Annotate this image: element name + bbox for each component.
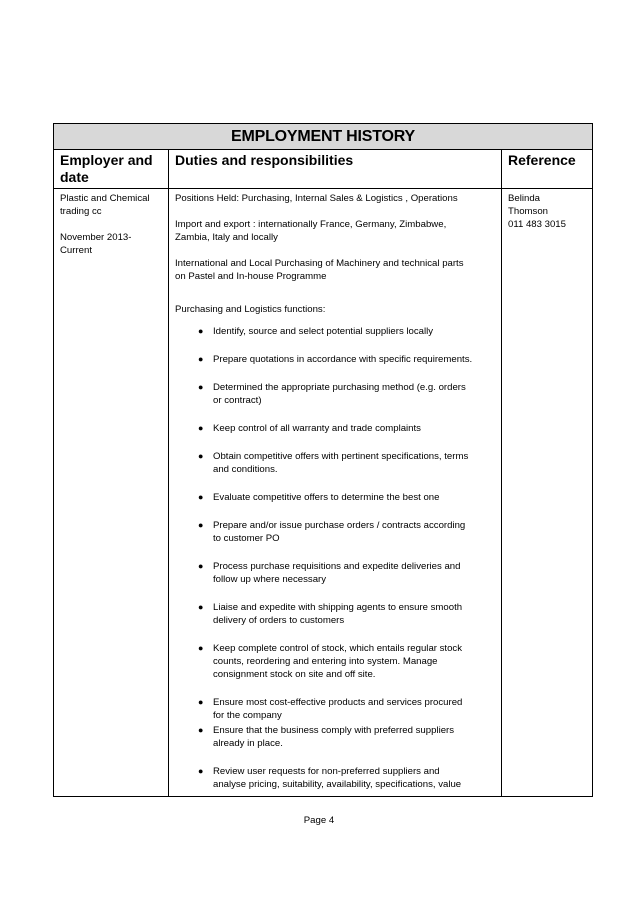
bullet-line: already in place.	[213, 738, 283, 749]
duty-bullet-item	[175, 724, 495, 750]
bullet-line: counts, reordering and entering into system. Manage	[213, 656, 438, 667]
table-title-cell	[54, 124, 593, 150]
import-export-line: Import and export : internationally France, Germany, Zimbabwe,	[175, 219, 447, 230]
reference-name-line: Belinda	[508, 193, 541, 204]
duties-bullet-list	[175, 325, 495, 791]
international-purchasing-line: International and Local Purchasing of Machinery and technical parts	[175, 258, 464, 269]
page-number: Page 4	[303, 815, 335, 826]
bullet-line: Keep complete control of stock, which entails regular stock	[213, 643, 463, 654]
duty-bullet-item	[175, 519, 495, 545]
employment-date-line: Current	[60, 245, 92, 256]
header-duties: Duties and responsibilities	[169, 150, 502, 189]
employment-history-table	[53, 123, 593, 797]
bullet-line: Ensure most cost-effective products and services procured	[213, 697, 463, 708]
bullet-line: Process purchase requisitions and expedite deliveries and	[213, 561, 461, 572]
bullet-line: follow up where necessary	[213, 574, 327, 585]
bullet-line: Keep control of all warranty and trade complaints	[213, 423, 421, 434]
duty-bullet-item	[175, 601, 495, 627]
bullet-icon: ●	[198, 520, 204, 530]
table-title: EMPLOYMENT HISTORY	[231, 128, 415, 145]
bullet-line: Prepare quotations in accordance with specific requirements.	[213, 354, 473, 365]
bullet-icon: ●	[198, 354, 204, 364]
employment-date-line: November 2013-	[60, 232, 132, 243]
bullet-icon: ●	[198, 382, 204, 392]
bullet-icon: ●	[198, 602, 204, 612]
bullet-line: Obtain competitive offers with pertinent specifications, terms	[213, 451, 469, 462]
bullet-icon: ●	[198, 423, 204, 433]
bullet-line: Liaise and expedite with shipping agents to ensure smooth	[213, 602, 463, 613]
bullet-line: consignment stock on site and off site.	[213, 669, 376, 680]
duty-bullet-item	[175, 642, 495, 681]
bullet-line: Review user requests for non-preferred suppliers and	[213, 766, 440, 777]
international-purchasing-line: on Pastel and In-house Programme	[175, 271, 327, 282]
positions-held: Positions Held: Purchasing, Internal Sales & Logistics , Operations	[175, 193, 458, 204]
bullet-line: Identify, source and select potential suppliers locally	[213, 326, 434, 337]
bullet-icon: ●	[198, 725, 204, 735]
duty-bullet-item	[175, 422, 495, 435]
bullet-line: and conditions.	[213, 464, 278, 475]
bullet-icon: ●	[198, 766, 204, 776]
duty-bullet-item	[175, 560, 495, 586]
bullet-line: Determined the appropriate purchasing method (e.g. orders	[213, 382, 466, 393]
company-name-line: trading cc	[60, 206, 102, 217]
duty-bullet-item	[175, 696, 495, 722]
reference-phone: 011 483 3015	[508, 219, 566, 230]
bullet-line: or contract)	[213, 395, 262, 406]
bullet-icon: ●	[198, 326, 204, 336]
bullet-line: Evaluate competitive offers to determine the best one	[213, 492, 440, 503]
bullet-icon: ●	[198, 451, 204, 461]
duty-bullet-item	[175, 353, 495, 366]
bullet-icon: ●	[198, 561, 204, 571]
duty-bullet-item	[175, 765, 495, 791]
header-reference: Reference	[502, 150, 593, 189]
company-name-line: Plastic and Chemical	[60, 193, 150, 204]
bullet-line: delivery of orders to customers	[213, 615, 345, 626]
bullet-line: to customer PO	[213, 533, 280, 544]
bullet-icon: ●	[198, 492, 204, 502]
employer-cell	[54, 189, 169, 797]
reference-cell	[502, 189, 593, 797]
duty-bullet-item	[175, 450, 495, 476]
bullet-line: Prepare and/or issue purchase orders / contracts according	[213, 520, 466, 531]
duty-bullet-item	[175, 325, 495, 338]
duties-cell	[169, 189, 502, 797]
import-export-line: Zambia, Italy and locally	[175, 232, 278, 243]
bullet-line: for the company	[213, 710, 282, 721]
duty-bullet-item	[175, 491, 495, 504]
header-employer: Employer and date	[54, 150, 169, 189]
functions-heading: Purchasing and Logistics functions:	[175, 304, 326, 315]
bullet-line: analyse pricing, suitability, availability, specifications, value	[213, 779, 462, 790]
bullet-icon: ●	[198, 643, 204, 653]
reference-name-line: Thomson	[508, 206, 548, 217]
bullet-icon: ●	[198, 697, 204, 707]
bullet-line: Ensure that the business comply with preferred suppliers	[213, 725, 455, 736]
duty-bullet-item	[175, 381, 495, 407]
